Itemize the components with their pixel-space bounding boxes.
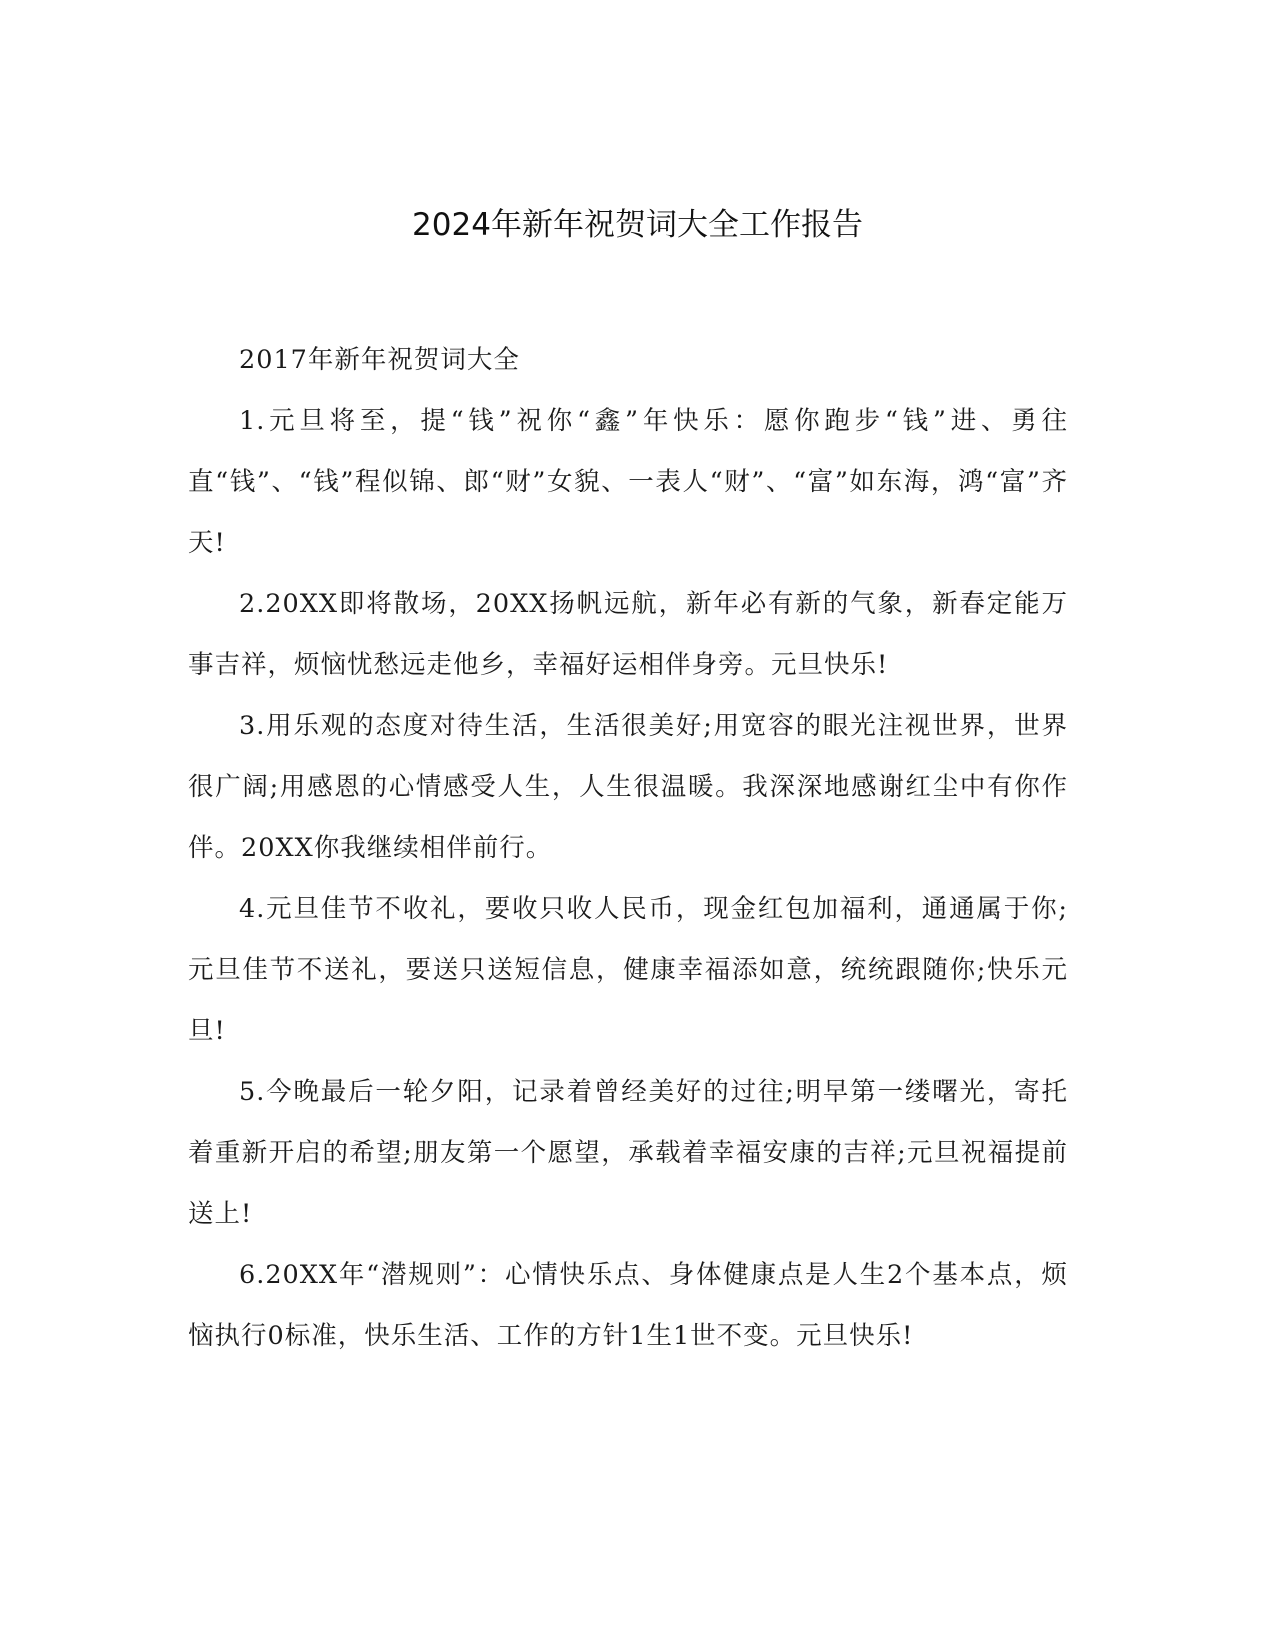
paragraph-5: 5.今晚最后一轮夕阳，记录着曾经美好的过往;明早第一缕曙光，寄托着重新开启的希望;朋友第一个愿望，承载着幸福安康的吉祥;元旦祝福提前送上! (188, 1077, 1068, 1229)
document-body (188, 330, 1068, 1367)
section-heading: 2017年新年祝贺词大全 (239, 345, 520, 375)
paragraph-1: 1.元旦将至，提“钱”祝你“鑫”年快乐：愿你跑步“钱”进、勇往直“钱”、“钱”程似锦、郎“财”女貌、一表人“财”、“富”如东海，鸿“富”齐天! (188, 406, 1068, 558)
paragraph-6: 6.20XX年“潜规则”：心情快乐点、身体健康点是人生2个基本点，烦恼执行0标准，快乐生活、工作的方针1生1世不变。元旦快乐! (188, 1260, 1068, 1351)
document-title: 2024年新年祝贺词大全工作报告 (412, 207, 863, 243)
paragraph-3: 3.用乐观的态度对待生活，生活很美好;用宽容的眼光注视世界，世界很广阔;用感恩的心情感受人生，人生很温暖。我深深地感谢红尘中有你作伴。20XX你我继续相伴前行。 (188, 711, 1068, 863)
paragraph-4: 4.元旦佳节不收礼，要收只收人民币，现金红包加福利，通通属于你;元旦佳节不送礼，要送只送短信息，健康幸福添如意，统统跟随你;快乐元旦! (188, 894, 1068, 1046)
paragraph-2: 2.20XX即将散场，20XX扬帆远航，新年必有新的气象，新春定能万事吉祥，烦恼忧愁远走他乡，幸福好运相伴身旁。元旦快乐! (188, 589, 1068, 680)
